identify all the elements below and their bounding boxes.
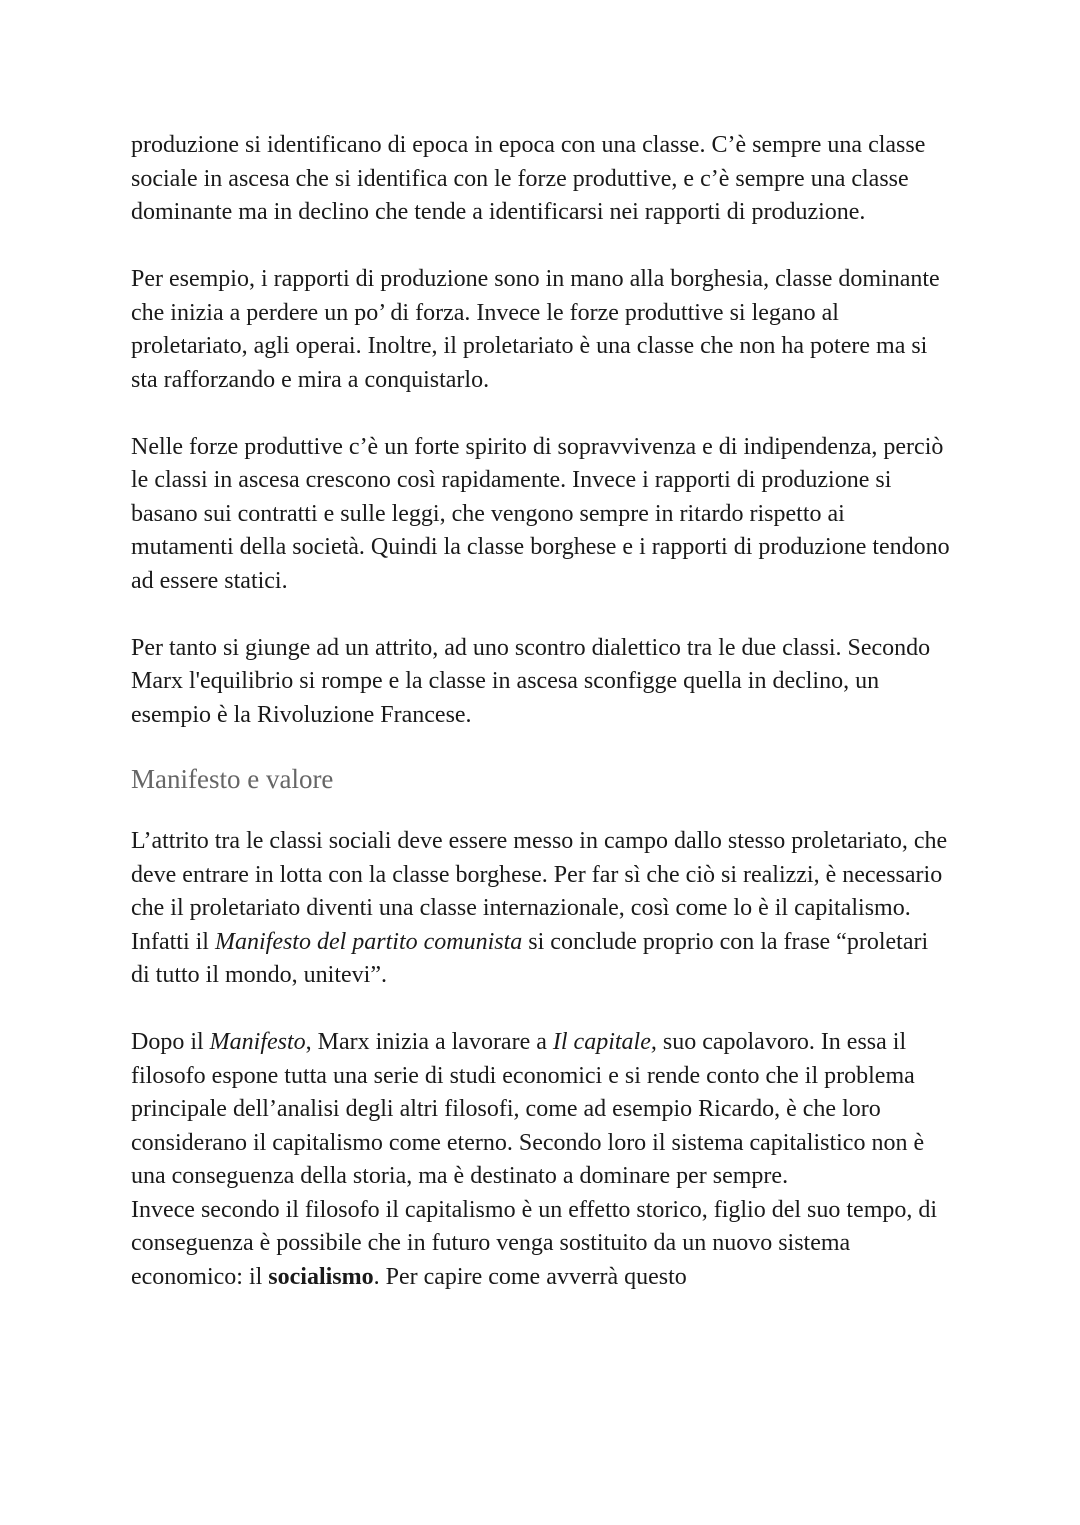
text-run: Invece secondo il filosofo il capitalismo è un effetto storico, figlio del suo tempo, di conseguenza è possibile che in futuro venga sostituito da un nuovo sistema economico: il xyxy=(131,1196,938,1290)
paragraph-socialism xyxy=(131,1194,951,1295)
italic-title: Il capitale, xyxy=(552,1029,657,1055)
text-run: L’attrito tra le classi sociali deve essere messo in campo dallo stesso proletariato, che deve entrare in lotta con la classe borghese. Per far sì che ciò si realizzi, è necessario che il proletariato diventi una classe internazionale, così come lo è il capitalismo. Infatti il xyxy=(131,828,948,955)
paragraph-class-identification: produzione si identificano di epoca in epoca con una classe. C’è sempre una classe sociale in ascesa che si identifica con le forze produttive, e c’è sempre una classe dominante ma in declino che tende a identificarsi nei rapporti di produzione. xyxy=(131,132,926,225)
paragraph-capitale xyxy=(131,1026,951,1194)
paragraph-productive-forces: Nelle forze produttive c’è un forte spirito di sopravvivenza e di indipendenza, perciò le classi in ascesa crescono così rapidamente. Invece i rapporti di produzione si basano sui contratti e sulle leggi, che vengono sempre in ritardo rispetto ai mutamenti della società. Quindi la classe borghese e i rapporti di produzione tendono ad essere statici. xyxy=(131,433,950,594)
text-run: suo capolavoro. In essa il filosofo espone tutta una serie di studi economici e si rende conto che il problema principale dell’analisi degli altri filosofi, come ad esempio Ricardo, è che loro considerano il capitalismo come eterno. Secondo loro il sistema capitalistico non è una conseguenza della storia, ma è destinato a dominare per sempre. xyxy=(131,1029,925,1189)
paragraph-example-bourgeoisie: Per esempio, i rapporti di produzione sono in mano alla borghesia, classe dominante che inizia a perdere un po’ di forza. Invece le forze produttive si legano al proletariato, agli operai. Inoltre, il proletariato è una classe che non ha potere ma si sta rafforzando e mira a conquistarlo. xyxy=(131,266,940,393)
paragraph-manifesto xyxy=(131,825,951,993)
text-run: , Marx inizia a lavorare a xyxy=(305,1029,553,1055)
document-page xyxy=(131,129,951,1294)
text-run: Dopo il xyxy=(131,1029,210,1055)
text-run: si conclude proprio con la frase “proletari di tutto il mondo, unitevi”. xyxy=(131,928,929,988)
text-run: . Per capire come avverrà questo xyxy=(373,1263,687,1290)
bold-term: socialismo xyxy=(268,1263,374,1290)
section-heading: Manifesto e valore xyxy=(131,763,334,794)
italic-title: Manifesto xyxy=(209,1029,306,1055)
italic-title: Manifesto del partito comunista xyxy=(214,928,523,955)
paragraph-dialectic-clash: Per tanto si giunge ad un attrito, ad uno scontro dialettico tra le due classi. Secondo Marx l'equilibrio si rompe e la classe in ascesa sconfigge quella in declino, un esempio è la Rivoluzione Francese. xyxy=(131,634,931,728)
